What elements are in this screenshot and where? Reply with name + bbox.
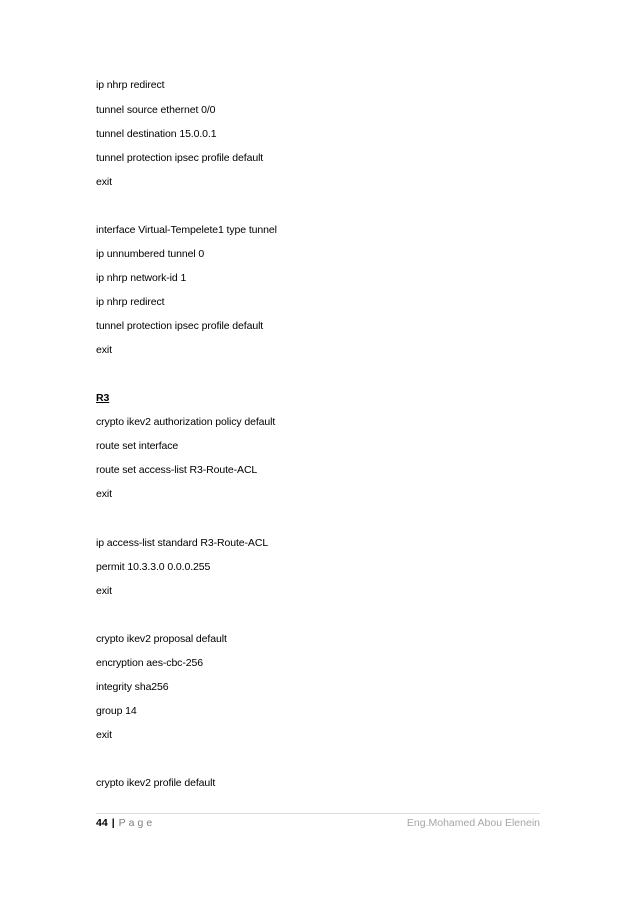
footer-separator: |: [111, 817, 115, 829]
code-line: permit 10.3.3.0 0.0.0.255: [96, 561, 211, 573]
code-line: tunnel destination 15.0.0.1: [96, 128, 217, 140]
page-number: 44: [96, 817, 108, 829]
code-line: crypto ikev2 authorization policy default: [96, 416, 276, 428]
code-line: route set access-list R3-Route-ACL: [96, 464, 258, 476]
code-line: ip nhrp network-id 1: [96, 272, 187, 284]
code-line: route set interface: [96, 440, 179, 452]
code-line: interface Virtual-Tempelete1 type tunnel: [96, 224, 277, 236]
code-line: ip access-list standard R3-Route-ACL: [96, 537, 269, 549]
code-line: encryption aes-cbc-256: [96, 657, 203, 669]
code-line: exit: [96, 344, 112, 356]
footer-divider: [96, 813, 540, 814]
code-line: exit: [96, 585, 112, 597]
code-line: crypto ikev2 proposal default: [96, 633, 227, 645]
code-line: ip nhrp redirect: [96, 296, 165, 308]
code-line: crypto ikev2 profile default: [96, 777, 216, 789]
code-line: ip nhrp redirect: [96, 79, 165, 91]
section-heading-r3: R3: [96, 392, 110, 404]
code-line: tunnel source ethernet 0/0: [96, 104, 216, 116]
code-line: tunnel protection ipsec profile default: [96, 152, 264, 164]
code-line: ip unnumbered tunnel 0: [96, 248, 205, 260]
page-footer-number: [96, 816, 155, 830]
code-line: exit: [96, 488, 112, 500]
code-line: group 14: [96, 705, 137, 717]
page-label: Page: [118, 817, 156, 829]
code-line: exit: [96, 729, 112, 741]
code-line: tunnel protection ipsec profile default: [96, 320, 264, 332]
code-line: integrity sha256: [96, 681, 169, 693]
code-line: exit: [96, 176, 112, 188]
footer-author: Eng.Mohamed Abou Elenein: [406, 817, 540, 829]
